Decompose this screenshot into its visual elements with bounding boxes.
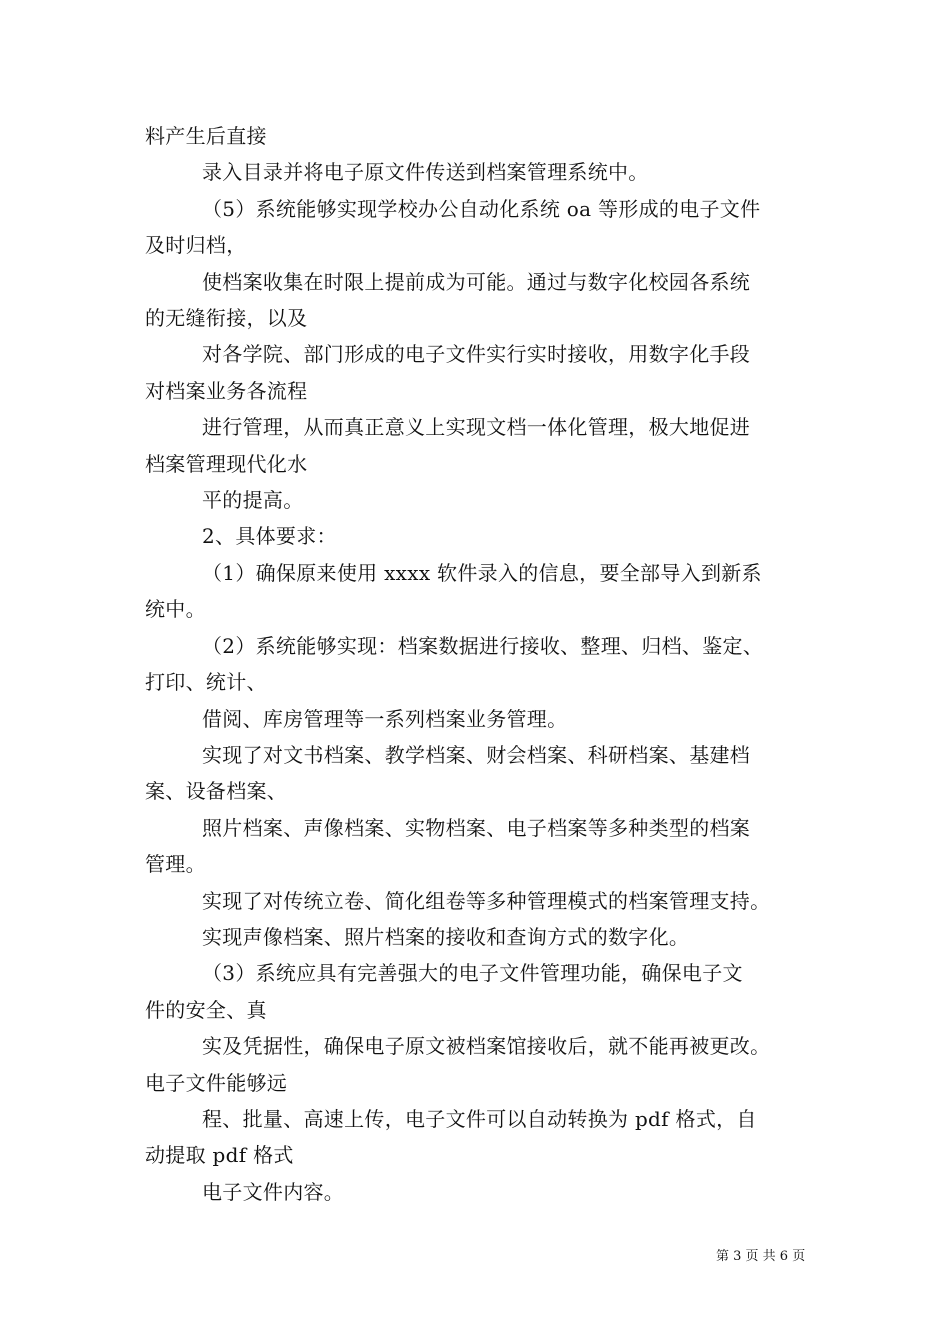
text-line: 统中。 <box>145 597 206 622</box>
text-line: 对各学院、部门形成的电子文件实行实时接收，用数字化手段 <box>202 342 751 367</box>
text-line: 件的安全、真 <box>145 997 267 1022</box>
text-line: 使档案收集在时限上提前成为可能。通过与数字化校园各系统 <box>202 269 751 294</box>
text-line: （2）系统能够实现：档案数据进行接收、整理、归档、鉴定、 <box>202 633 764 658</box>
text-line: 及时归档， <box>145 233 247 258</box>
page-number-footer: 第 3 页 共 6 页 <box>716 1249 806 1264</box>
text-line: 借阅、库房管理等一系列档案业务管理。 <box>202 706 568 731</box>
text-line: 实现了对文书档案、教学档案、财会档案、科研档案、基建档 <box>202 742 751 767</box>
text-line: 照片档案、声像档案、实物档案、电子档案等多种类型的档案 <box>202 815 751 840</box>
text-line: （3）系统应具有完善强大的电子文件管理功能，确保电子文 <box>202 961 743 986</box>
text-line: 实现了对传统立卷、简化组卷等多种管理模式的档案管理支持。 <box>202 888 771 913</box>
text-line: 档案管理现代化水 <box>145 451 308 476</box>
text-line: 管理。 <box>145 852 206 877</box>
text-line: 电子文件能够远 <box>145 1070 288 1095</box>
text-line: 录入目录并将电子原文件传送到档案管理系统中。 <box>202 160 649 185</box>
text-line: 的无缝衔接，以及 <box>145 306 308 331</box>
text-line: （1）确保原来使用 xxxx 软件录入的信息，要全部导入到新系 <box>202 560 762 585</box>
text-line: 动提取 pdf 格式 <box>145 1143 294 1168</box>
text-line: 实现声像档案、照片档案的接收和查询方式的数字化。 <box>202 924 690 949</box>
text-line: （5）系统能够实现学校办公自动化系统 oa 等形成的电子文件 <box>202 196 761 221</box>
text-line: 电子文件内容。 <box>202 1179 345 1204</box>
text-line: 进行管理，从而真正意义上实现文档一体化管理，极大地促进 <box>202 415 751 440</box>
text-line: 2、具体要求： <box>202 524 337 549</box>
text-line: 打印、统计、 <box>145 670 267 695</box>
text-line: 案、设备档案、 <box>145 779 288 804</box>
document-body <box>145 118 817 1210</box>
text-line: 料产生后直接 <box>145 124 267 148</box>
text-line: 平的提高。 <box>202 488 304 513</box>
text-line: 程、批量、高速上传，电子文件可以自动转换为 pdf 格式，自 <box>202 1106 757 1131</box>
text-line: 实及凭据性，确保电子原文被档案馆接收后，就不能再被更改。 <box>202 1034 771 1059</box>
text-line: 对档案业务各流程 <box>145 378 308 403</box>
